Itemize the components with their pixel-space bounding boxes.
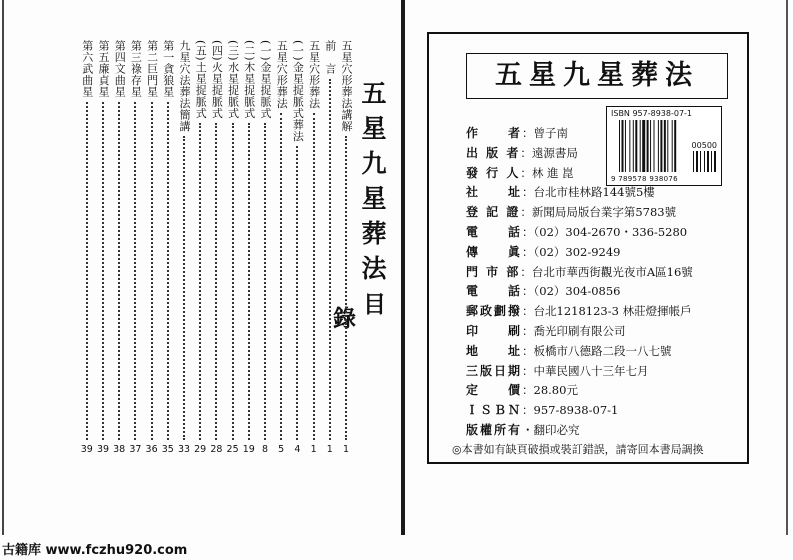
toc-entry-page: 37 <box>129 444 142 455</box>
toc-entry-title: 第一貪狼星 <box>161 40 175 98</box>
copyright-row-label: 社 址 <box>466 185 523 200</box>
copyright-row-label: 印 刷 <box>466 324 523 338</box>
toc-leader-dots <box>134 102 138 441</box>
toc-entry-page: 38 <box>113 444 126 455</box>
toc-entry-title: 五星穴形葬法講解 <box>340 40 353 132</box>
copyright-row <box>466 243 621 260</box>
toc-entry-title: 第二巨門星 <box>145 40 159 98</box>
toc-entry-title: (三)水星捉脈式 <box>226 40 240 119</box>
toc-heading-mu <box>329 292 387 329</box>
toc-entry-title: (一)金星捉脈式葬法 <box>291 40 305 142</box>
toc-entry <box>144 40 160 458</box>
copyright-row-label: 門 市 部 <box>466 264 521 279</box>
toc-leader-dots <box>199 123 203 440</box>
barcode-isbn: ISBN 957-8938-07-1 <box>611 109 693 118</box>
toc-leader-dots <box>232 123 236 440</box>
toc-entry <box>127 40 143 458</box>
copyright-row-value: ：板橋市八德路二段一八七號 <box>522 343 672 358</box>
toc-entry-page: 25 <box>226 444 239 455</box>
copyright-row <box>466 223 687 240</box>
toc-entry-title: (二)木星捉脈式 <box>242 40 256 119</box>
toc-leader-dots <box>151 102 155 441</box>
barcode-bars <box>619 120 689 172</box>
toc-entry-title: (五)土星捉脈式 <box>194 40 208 119</box>
toc-leader-dots <box>86 102 90 441</box>
copyright-row-label: 傳 眞 <box>466 244 523 259</box>
copyright-row <box>466 203 676 220</box>
toc-leader-dots <box>313 113 317 440</box>
left-page-edge <box>2 0 4 535</box>
toc-entry-title: 第四文曲星 <box>113 40 127 98</box>
toc-entry <box>306 40 322 458</box>
copyright-row <box>466 401 618 418</box>
copyright-row-value: ：曾子南 <box>522 126 569 140</box>
return-notice: ◎本書如有缺頁破損或裝訂錯誤，請寄回本書局調換 <box>452 443 704 456</box>
toc-leader-dots <box>183 136 187 440</box>
copyright-row-label: 出 版 者 <box>466 145 521 160</box>
copyright-row-label: 郵政劃撥 <box>466 304 523 319</box>
toc-leader-dots <box>248 123 252 440</box>
copyright-row-value: ：（02）302-9249 <box>522 244 621 259</box>
copyright-row <box>466 282 621 299</box>
toc-entry-title: 前 言 <box>323 40 337 75</box>
barcode-ean-digits: 9 789578 938076 <box>611 175 678 183</box>
barcode-addon-bars <box>693 151 719 172</box>
toc-entry <box>208 40 224 458</box>
barcode <box>606 106 722 186</box>
toc-heading-suffix: 目 <box>359 292 386 315</box>
copyright-row-value: ：遠源書局 <box>520 145 578 160</box>
copyright-row-value: ：中華民國八十三年七月 <box>522 363 649 378</box>
toc-entry <box>338 40 354 458</box>
toc-entry-page: 39 <box>96 444 110 455</box>
copyright-row-value: ：台北1218123-3 林莊燈揮帳戶 <box>522 304 692 319</box>
toc-entry-title: 第六武曲星 <box>80 40 94 98</box>
copyright-row-label: 三版日期 <box>466 363 523 378</box>
toc-entry-page: 33 <box>177 444 191 455</box>
copyright-row-value: ：（02）304-2670・336-5280 <box>522 225 688 239</box>
toc-entry-page: 36 <box>145 444 158 455</box>
toc-entry-page: 35 <box>161 444 174 455</box>
copyright-row <box>466 164 574 181</box>
toc-leader-dots <box>264 123 268 440</box>
copyright-row-label: ＩＳＢＮ <box>466 403 523 418</box>
toc-entry <box>111 40 127 458</box>
copyright-row-value: ：林 進 崑 <box>520 165 574 180</box>
copyright-row <box>466 362 649 379</box>
copyright-row <box>466 381 578 398</box>
toc-entry-page: 1 <box>342 444 350 455</box>
toc-entry-page: 4 <box>294 444 301 455</box>
book-title: 五星九星葬法 <box>466 53 728 99</box>
toc-entry-title: 第三祿存星 <box>129 40 143 98</box>
toc-entry <box>79 40 95 458</box>
toc-leader-dots <box>118 102 122 441</box>
copyright-row-label: 登 記 證 <box>466 205 521 220</box>
copyright-row <box>466 144 578 161</box>
copyright-row-label: 發 行 人 <box>466 165 521 180</box>
toc-entry-page: 28 <box>210 444 223 455</box>
copyright-row <box>466 342 672 359</box>
copyright-row-label: 電 話 <box>466 225 523 239</box>
copyright-row-value: ・翻印必究 <box>522 423 580 437</box>
copyright-row <box>466 302 692 319</box>
copyright-row <box>466 183 655 200</box>
toc-entry-title: (一)金星捉脈式 <box>259 40 272 119</box>
toc-entry-page: 29 <box>194 444 207 455</box>
copyright-row-label: 作 者 <box>466 126 523 140</box>
toc-entry-page: 8 <box>261 444 269 455</box>
toc-entry <box>257 40 273 458</box>
barcode-price-code: 00500 <box>691 141 717 150</box>
copyright-row-value: ：台北市華西街觀光夜市A區16號 <box>520 264 693 279</box>
site-watermark: 古籍库 www.fczhu920.com <box>2 543 188 558</box>
copyright-row <box>466 322 626 339</box>
toc-entry-page: 5 <box>278 444 285 455</box>
toc-entry <box>95 40 111 458</box>
copyright-row-value: ：台北市桂林路144號5樓 <box>522 185 655 200</box>
copyright-row <box>466 124 568 141</box>
toc-leader-dots <box>296 146 300 440</box>
toc-heading-suffix2: 錄 <box>329 306 356 329</box>
copyright-row <box>466 263 693 280</box>
toc-entry-title: 第五廉貞星 <box>97 40 110 98</box>
right-page-edge <box>786 0 788 535</box>
toc-entry-page: 19 <box>242 444 255 455</box>
toc-entry <box>289 40 305 458</box>
toc-entry-title: (四)火星捉脈式 <box>210 40 224 119</box>
book-gutter <box>401 0 405 535</box>
toc-heading: 五星九星葬法 <box>358 80 387 290</box>
toc-entry-title: 五星穴形葬法 <box>275 40 289 109</box>
toc-entry <box>192 40 208 458</box>
toc-leader-dots <box>329 79 333 441</box>
toc-leader-dots <box>167 102 171 441</box>
copyright-row-value: ：（02）304-0856 <box>522 284 621 299</box>
toc-entry-title: 九星穴法葬法簡講 <box>178 40 191 132</box>
copyright-row-label: 地 址 <box>466 343 523 358</box>
copyright-row-value: ：喬光印刷有限公司 <box>522 324 626 338</box>
toc-entry <box>160 40 176 458</box>
copyright-row-value: ：新聞局局版台業字第5783號 <box>520 205 677 220</box>
copyright-row-value: ：28.80元 <box>522 383 578 398</box>
toc-leader-dots <box>345 136 349 440</box>
toc-entry <box>241 40 257 458</box>
toc-leader-dots <box>280 113 284 440</box>
copyright-row <box>466 421 580 438</box>
toc-entry-page: 39 <box>80 444 93 455</box>
toc-leader-dots <box>215 123 219 440</box>
toc-entry-page: 1 <box>326 444 333 455</box>
copyright-row-label: 電 話 <box>466 284 523 299</box>
toc-leader-dots <box>102 102 106 441</box>
toc-entry-title: 五星穴形葬法 <box>307 40 321 109</box>
toc-entry-page: 1 <box>310 444 317 455</box>
copyright-row-value: ：957-8938-07-1 <box>522 403 619 418</box>
copyright-row-label: 版權所有 <box>466 423 523 437</box>
toc-entry <box>176 40 192 458</box>
toc-entry <box>322 40 338 458</box>
toc-entry <box>225 40 241 458</box>
toc-entry <box>273 40 289 458</box>
copyright-row-label: 定 價 <box>466 383 523 398</box>
